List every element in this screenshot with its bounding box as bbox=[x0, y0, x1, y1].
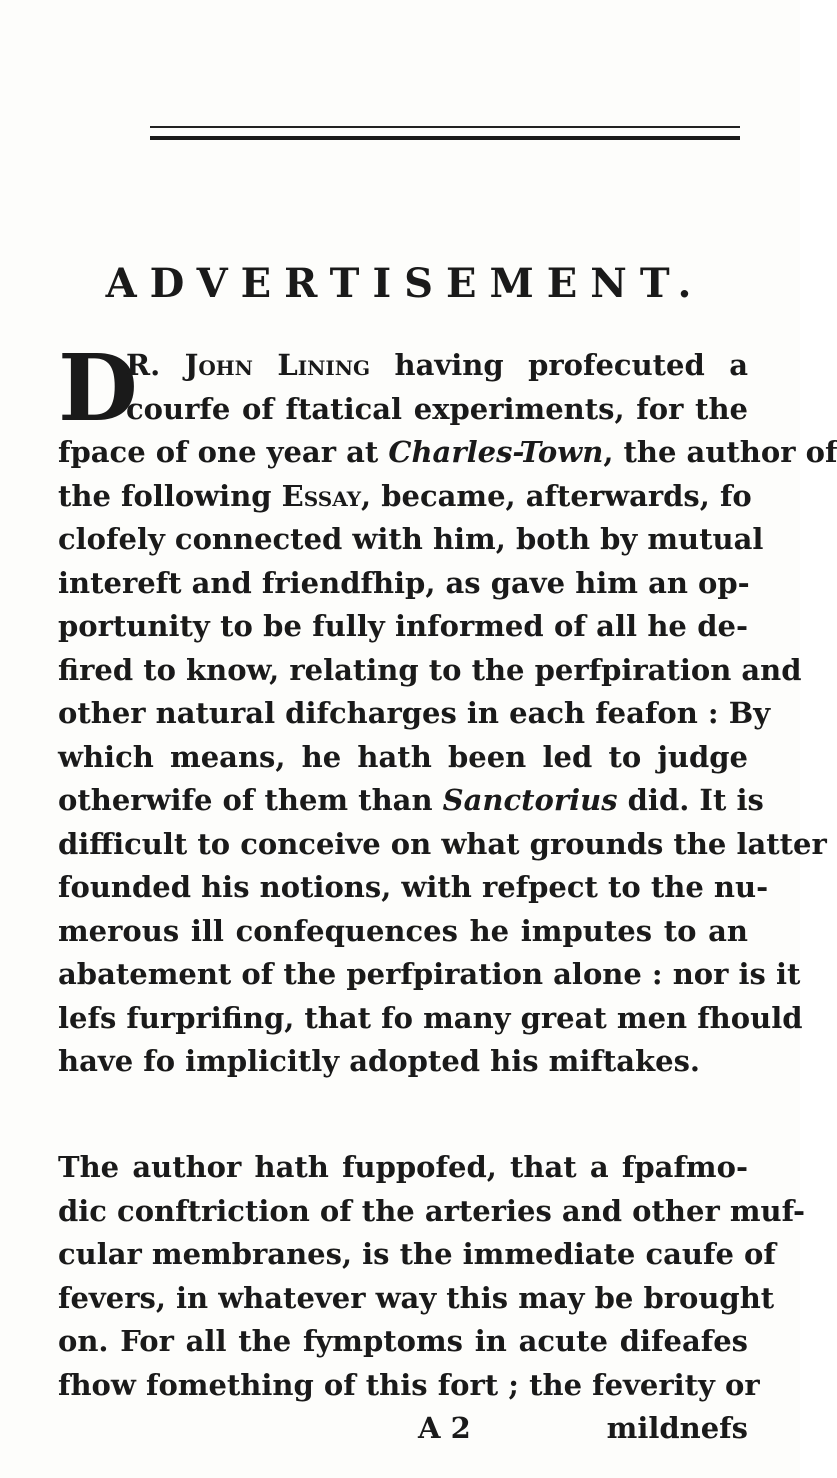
text-segment: intereft and friendfhip, as gave him an op- bbox=[58, 565, 750, 600]
text-line bbox=[58, 649, 802, 693]
text-line bbox=[58, 823, 827, 867]
text-line bbox=[58, 605, 748, 649]
text-line bbox=[58, 1040, 748, 1084]
text-line bbox=[58, 475, 752, 519]
text-segment: Essay bbox=[281, 478, 362, 513]
text-line bbox=[58, 779, 764, 823]
text-segment: The author hath fuppofed, that a fpafmo- bbox=[58, 1150, 748, 1184]
text-segment: did. It is bbox=[617, 783, 764, 817]
text-segment: Sanctorius bbox=[442, 783, 618, 817]
header-rule-thick bbox=[150, 136, 740, 140]
text-segment: cular membranes, is the immediate caufe of bbox=[58, 1237, 776, 1271]
text-line bbox=[58, 1277, 775, 1321]
text-segment: which means, he hath been led to judge bbox=[58, 739, 748, 774]
text-segment: John Lining bbox=[184, 348, 371, 382]
text-segment: courfe of ftatical experiments, for the bbox=[126, 391, 748, 426]
text-segment: founded his notions, with refpect to the nu- bbox=[58, 870, 769, 904]
text-line bbox=[58, 866, 769, 910]
text-segment: having profecuted a bbox=[370, 348, 748, 382]
text-segment: dic conftriction of the arteries and other muf- bbox=[58, 1193, 806, 1228]
text-line bbox=[58, 692, 771, 736]
text-line bbox=[58, 518, 764, 562]
drop-cap: D bbox=[58, 334, 138, 442]
text-segment: merous ill confequences he imputes to an bbox=[58, 913, 748, 948]
header-rule-thin bbox=[150, 126, 740, 128]
text-line bbox=[58, 1364, 760, 1408]
text-segment: R. bbox=[126, 348, 185, 382]
paragraph-2 bbox=[58, 1146, 806, 1407]
paragraph-1 bbox=[58, 334, 837, 1084]
text-segment: clofely connected with him, both by mutual bbox=[58, 522, 764, 556]
text-line bbox=[58, 1233, 776, 1277]
text-segment: portunity to be fully informed of all he de- bbox=[58, 609, 748, 643]
text-line bbox=[58, 1190, 806, 1234]
text-line bbox=[58, 997, 803, 1041]
text-segment: difficult to conceive on what grounds the latter bbox=[58, 826, 827, 861]
text-line bbox=[58, 736, 748, 780]
text-segment: fhow fomething of this fort ; the feverity or bbox=[58, 1367, 760, 1402]
text-line bbox=[58, 910, 748, 954]
text-line bbox=[58, 562, 748, 606]
text-line bbox=[58, 953, 801, 997]
text-line bbox=[58, 344, 748, 388]
text-segment: have fo implicitly adopted his miftakes. bbox=[58, 1044, 700, 1078]
text-segment: , the author of bbox=[603, 435, 837, 469]
page-footer bbox=[58, 1406, 748, 1450]
text-line bbox=[58, 431, 837, 475]
text-segment: the following bbox=[58, 478, 282, 513]
text-line bbox=[58, 1146, 748, 1190]
text-segment: other natural difcharges in each feafon : By bbox=[58, 696, 771, 730]
signature-mark: A 2 bbox=[418, 1411, 471, 1445]
text-line bbox=[58, 1320, 748, 1364]
catchword: mildnefs bbox=[606, 1411, 748, 1445]
page-title: ADVERTISEMENT. bbox=[105, 260, 705, 307]
text-segment: abatement of the perfpiration alone : nor is it bbox=[58, 957, 801, 991]
text-segment: , became, afterwards, fo bbox=[361, 478, 752, 513]
text-segment: fevers, in whatever way this may be brought bbox=[58, 1280, 775, 1315]
text-segment: on. For all the fymptoms in acute difeafes bbox=[58, 1324, 748, 1358]
text-segment: otherwife of them than bbox=[58, 783, 443, 817]
text-segment: Charles-Town bbox=[388, 435, 604, 469]
text-line bbox=[58, 388, 748, 432]
text-segment: fpace of one year at bbox=[58, 435, 389, 469]
text-segment: lefs furprifing, that fo many great men fhould bbox=[58, 1000, 803, 1035]
text-segment: fired to know, relating to the perfpiration and bbox=[58, 652, 802, 687]
